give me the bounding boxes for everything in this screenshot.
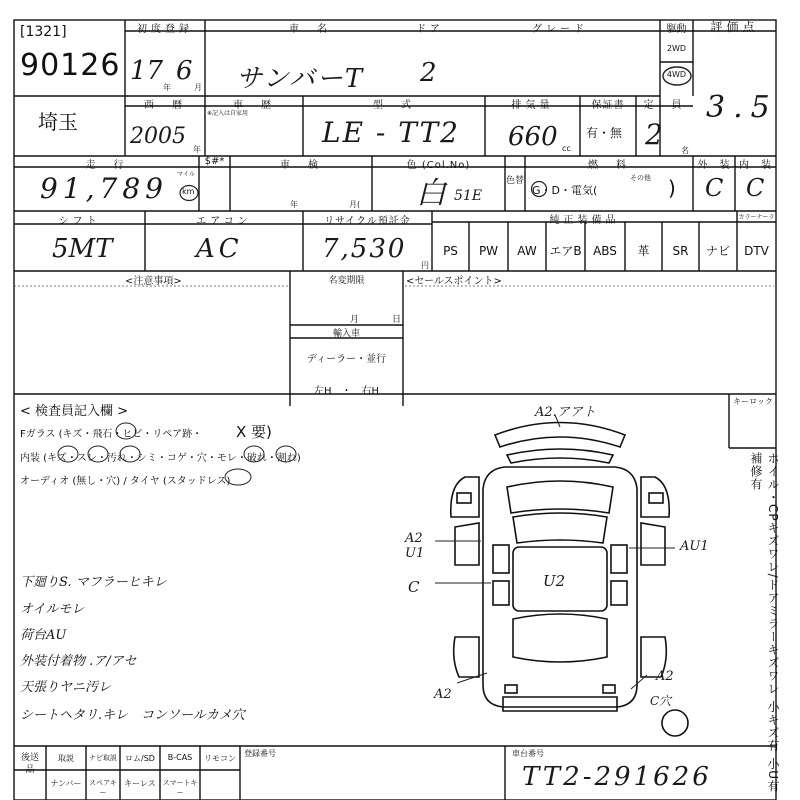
equipment-sunroof: SR (672, 244, 689, 258)
year-value: 2005 (130, 124, 186, 149)
fuel-gasoline-circle-mark (530, 180, 548, 198)
shift-value: 5MT (52, 234, 113, 264)
audio-tire-line: オーディオ (無し・穴) / タイヤ (スタッドレス) (20, 476, 231, 487)
footer-item-spare-key: スペアキー (89, 779, 117, 797)
diagram-label-center: U2 (543, 572, 566, 590)
footer-item-smart-key: スマートキー (162, 779, 198, 797)
recycle-unit: 円 (421, 261, 429, 270)
score-value: 3.5 (706, 90, 778, 125)
equipment-leather: 革 (637, 244, 650, 258)
lot-number: 90126 (20, 48, 121, 83)
col-drive: 駆動 (666, 24, 687, 35)
diagram-label-left-top: A2 (405, 531, 423, 546)
equipment-dtv: DTV (744, 244, 769, 258)
chassis-number-value: TT2-291626 (522, 762, 712, 792)
col-warranty: 保証書 (591, 100, 625, 111)
footer-item-bcas: B-CAS (167, 753, 193, 762)
drive-2wd: 2WD (666, 44, 687, 53)
equipment-pw: PW (478, 244, 499, 258)
col-doors: ドア (416, 24, 444, 35)
col-equipment: 純正装備品 (549, 215, 620, 226)
capacity-value: 2 (645, 118, 663, 151)
diagram-label-bottom-left: A2 (434, 687, 452, 702)
mileage-unit: km (182, 187, 195, 196)
inspector-circle-marks (0, 410, 300, 490)
drive-4wd: 4WD (666, 70, 687, 79)
model-code-value: LE - TT2 (322, 116, 460, 149)
mileage-alt-unit: マイル (177, 171, 195, 178)
col-year: 西 暦 (144, 100, 186, 111)
inspector-title: < 検査員記入欄 > (20, 404, 129, 419)
equipment-aw: AW (517, 244, 537, 258)
aircon-value: AC (196, 234, 243, 264)
month-unit: 月 (194, 83, 202, 92)
inspector-note-2: オイルモレ (20, 602, 85, 617)
equipment-ps: PS (443, 244, 458, 258)
interior-value: C (746, 174, 765, 202)
equipment-airbag: エアB (549, 244, 582, 258)
col-mileage: 走 行 (85, 160, 128, 171)
name-change-day: 日 (392, 315, 402, 325)
inspector-note-6: シートヘタリ.キレ コンソールカメ穴 (20, 708, 245, 723)
inspection-year-unit: 年 (290, 200, 298, 209)
fuel-other: その他 (630, 174, 651, 182)
inspection-month-unit: 月( (349, 200, 361, 209)
mileage-value: 91,789 (40, 172, 168, 205)
footer-item-keyless: キーレス (124, 779, 156, 788)
glass-line: Fガラス (キズ・飛石・ヒビ・リペア跡・ (20, 429, 203, 440)
name-change-title: 名変期限 (328, 276, 365, 286)
fuel-close: ) (668, 176, 676, 200)
displacement-value: 660 (508, 122, 558, 152)
diagram-label-bottom-right-b: C穴 (650, 694, 672, 708)
history-note: ※記入は自家用 (207, 110, 249, 117)
inspector-note-1: 下廻りS. マフラーヒキレ (20, 575, 167, 590)
col-grade: グレード (532, 24, 588, 35)
warranty-value: 有・無 (586, 126, 623, 140)
col-recycle: リサイクル預託金 (324, 216, 411, 227)
col-shift: シフト (58, 216, 101, 227)
inspector-note-5: 天張りヤニ汚レ (20, 680, 112, 695)
fuel-value: G・D・電気( (532, 184, 598, 197)
vertical-damage-note: ホイル・CPキズワレ/ドアミラーキズワレ 小キズ有 小U有 補修有 (749, 452, 780, 794)
col-first-registration: 初度登録 (137, 24, 193, 35)
color-value: 白 (416, 176, 446, 211)
col-history: 車 歴 (233, 100, 275, 111)
year-value-unit: 年 (193, 145, 201, 154)
footer-col-registration-number: 登録番号 (244, 749, 276, 758)
equipment-abs: ABS (593, 244, 617, 258)
import-title: 輸入車 (332, 329, 360, 339)
model-name-value: サンバーT (236, 64, 365, 94)
footer-item-navi-manual: ナビ取説 (89, 754, 117, 762)
footer-item-number-plate: ナンバー (50, 779, 82, 788)
col-color: 色 (Col.No) (406, 160, 471, 171)
import-handle: 左H ・ 右H (313, 386, 380, 397)
diagram-label-right: AU1 (680, 539, 709, 554)
col-interior: 内 装 (739, 160, 772, 171)
region: 埼玉 (38, 110, 78, 134)
first-registration-year: 17 (130, 56, 164, 86)
footer-item-remote: リモコン (204, 754, 236, 763)
displacement-unit: cc (562, 144, 571, 153)
col-inspection: 車 検 (280, 160, 322, 171)
glass-line-mark: X 要) (236, 423, 272, 441)
col-model-name: 車 名 (289, 24, 331, 35)
color-change: 色替 (506, 176, 525, 186)
col-navi-extra: カラーナーラ (738, 214, 775, 221)
equipment-navi: ナビ (705, 244, 730, 258)
color-number: 51E (454, 188, 483, 204)
inspector-note-3: 荷台AU (20, 628, 67, 643)
diagram-label-left-c: C (408, 578, 420, 596)
col-capacity: 定 員 (643, 100, 686, 111)
first-registration-month: 6 (176, 56, 193, 86)
col-displacement: 排気量 (511, 100, 554, 111)
diagram-label-left-u: U1 (405, 546, 425, 561)
footer-extra-label: 後送品 (20, 753, 39, 775)
footer-item-manual: 取説 (58, 754, 74, 763)
import-options: ディーラー・並行 (306, 354, 387, 365)
interior-line: 内装 (キズ・スレ・汚れ・シミ・コゲ・穴・モレ・破れ・割れ) (20, 453, 301, 464)
notes-title: <注意事項> (125, 276, 182, 287)
footer-col-chassis-number: 車台番号 (512, 749, 544, 758)
col-aircon: エアコン (196, 216, 252, 227)
recycle-value: 7,530 (322, 234, 407, 264)
col-fuel: 燃 料 (588, 160, 630, 171)
diagram-label-bottom-right-a: A2 (656, 669, 674, 684)
sales-points-title: <セールスポイント> (406, 276, 502, 287)
key-lock-label: キーロック (733, 397, 773, 406)
doors-value: 2 (420, 58, 437, 88)
lot-code: [1321] (20, 24, 67, 40)
drive-4wd-circle-mark (661, 64, 693, 88)
footer-item-rom-sd: ロム/SD (125, 754, 155, 763)
col-model-code: 型 式 (373, 100, 415, 111)
exterior-value: C (705, 174, 724, 202)
col-score: 評価点 (710, 20, 759, 34)
inspector-note-4: 外装付着物 .ア/アセ (20, 654, 137, 669)
name-change-month: 月 (350, 315, 360, 325)
col-exterior: 外 装 (697, 160, 731, 171)
capacity-unit: 名 (681, 146, 689, 155)
diagram-label-front: A2.アアト (535, 405, 596, 420)
year-unit: 年 (163, 83, 171, 92)
col-meter-change: $#* (204, 156, 225, 167)
